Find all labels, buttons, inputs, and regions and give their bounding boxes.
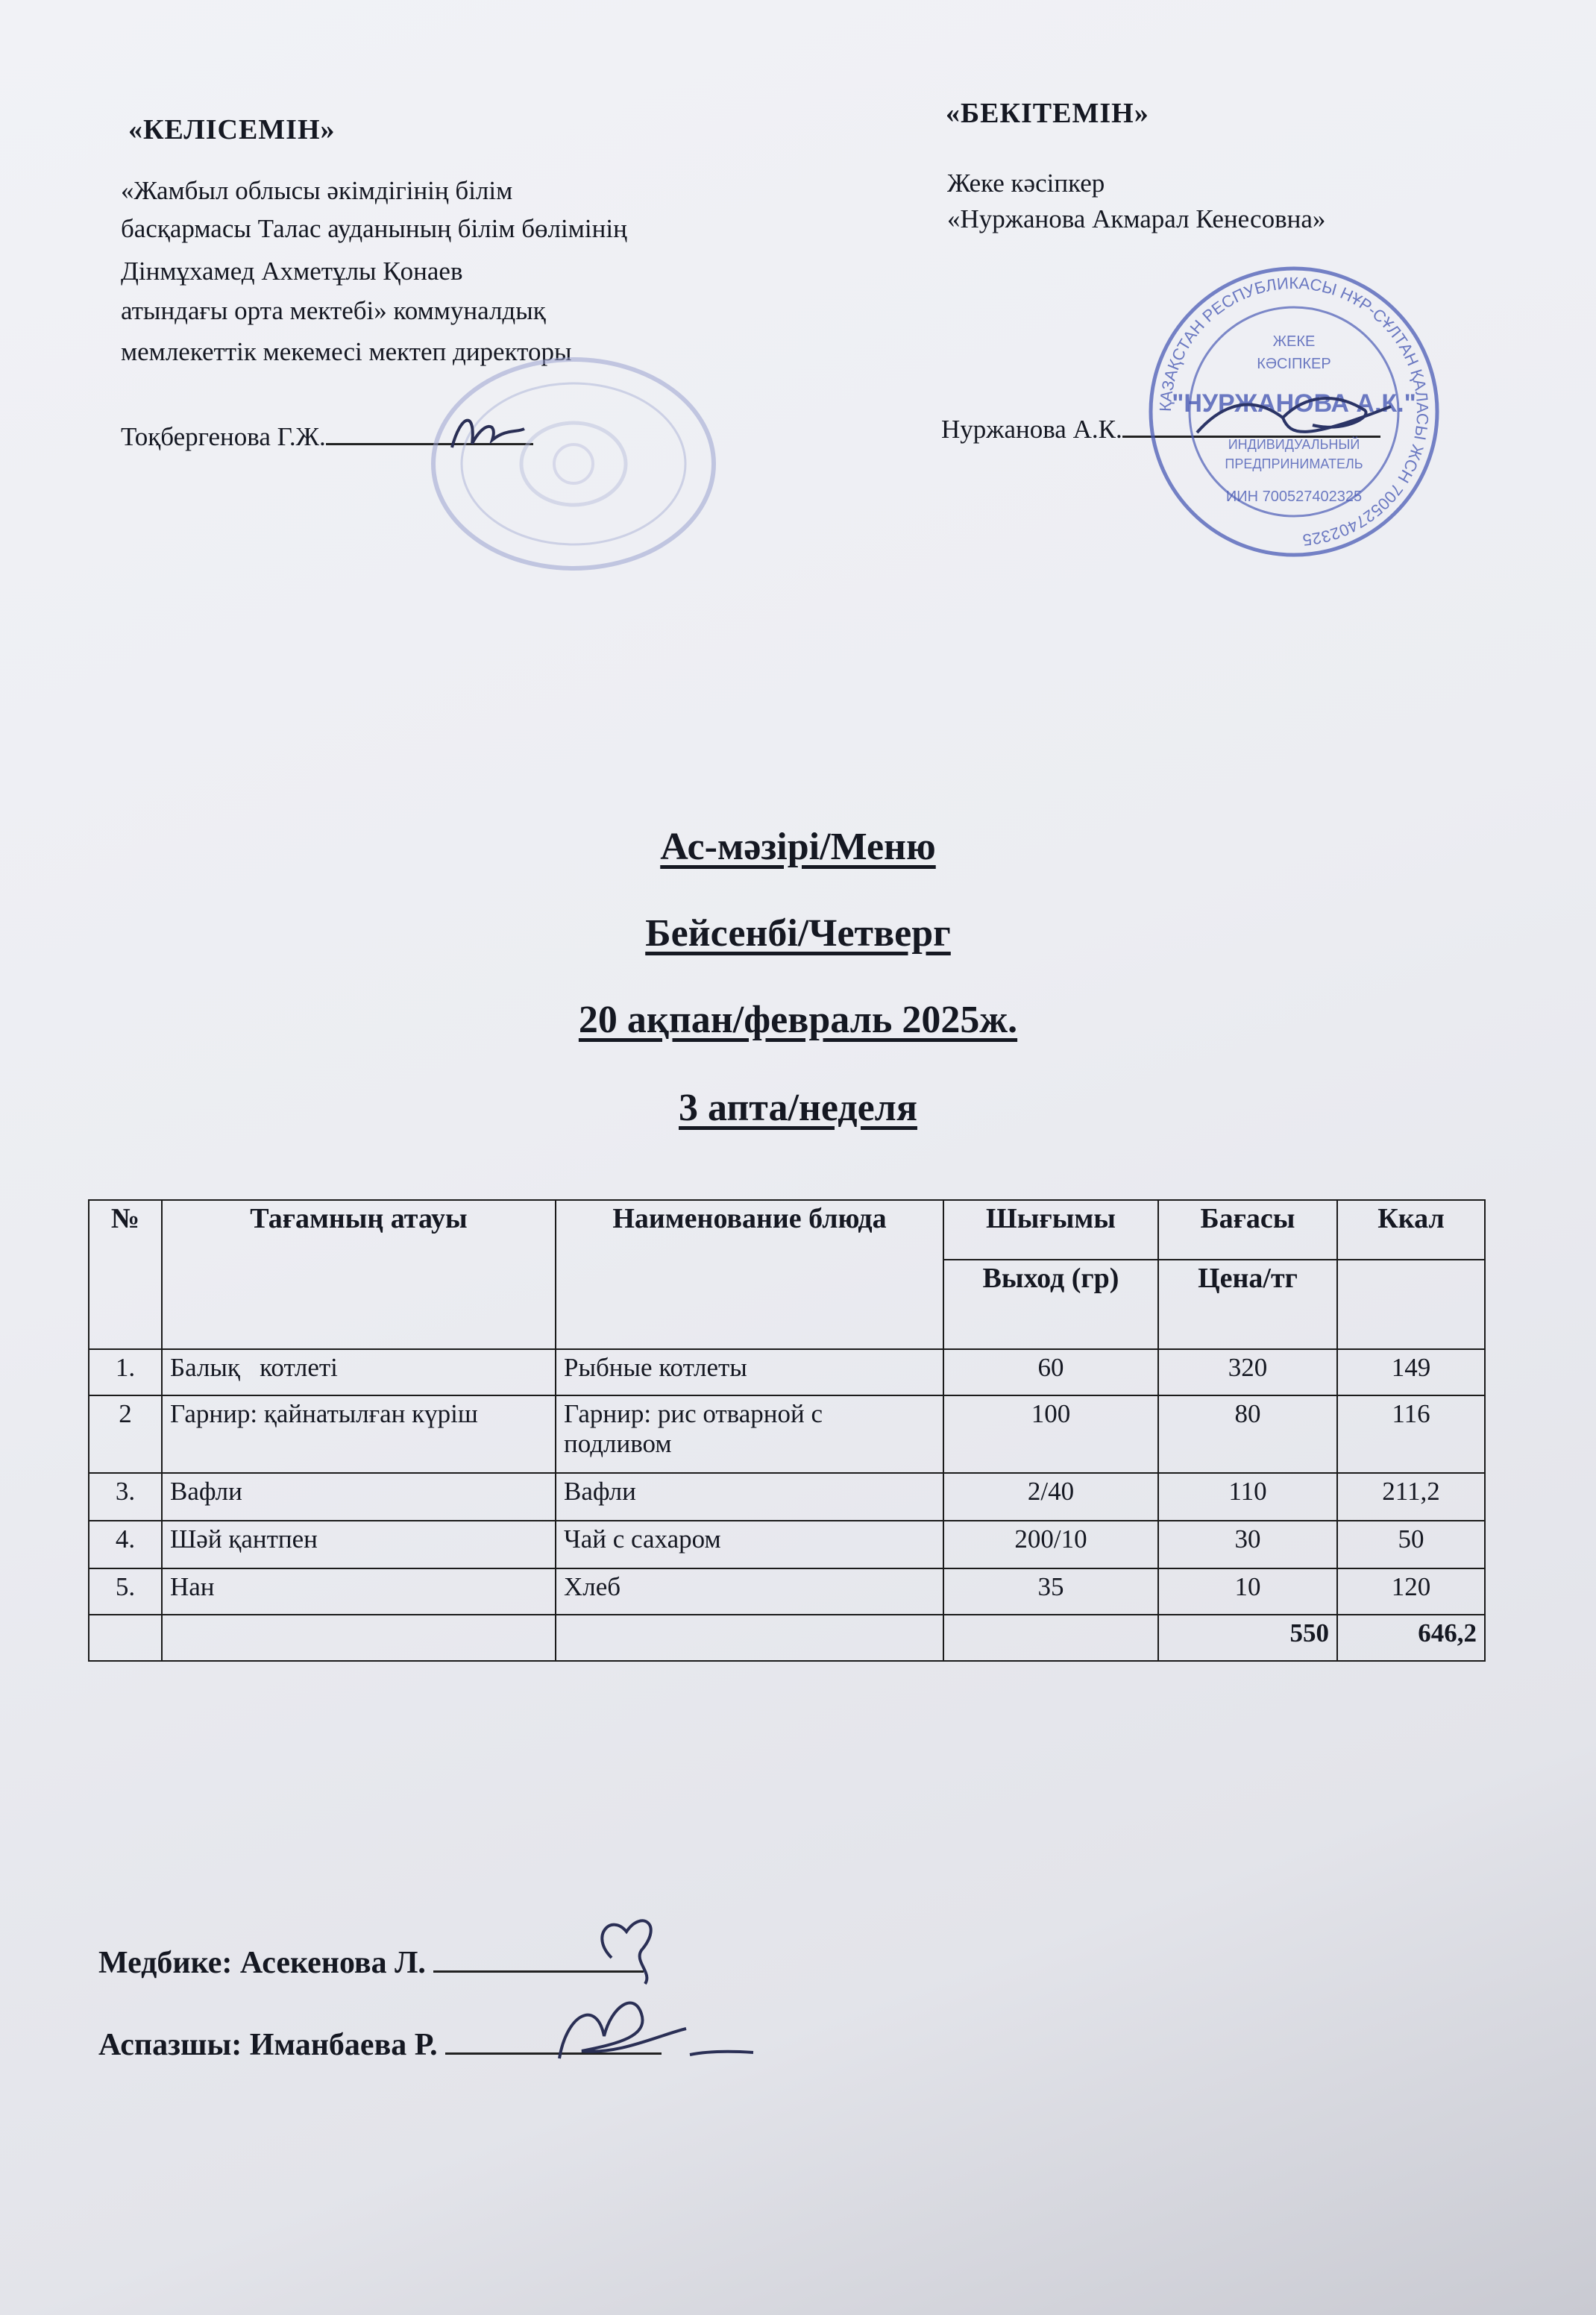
date-title: 20 ақпан/февраль 2025ж. bbox=[578, 999, 1018, 1041]
header-name-ru: Наименование блюда bbox=[556, 1200, 943, 1349]
menu-title: Ас-мәзірі/Меню bbox=[660, 826, 936, 868]
row-name-kz: Нан bbox=[162, 1568, 556, 1615]
row-num: 1. bbox=[89, 1349, 162, 1395]
row-price: 110 bbox=[1158, 1473, 1337, 1521]
stamp-line-1: ЖЕКЕ bbox=[1272, 333, 1316, 350]
entrepreneur-signature bbox=[1193, 388, 1395, 447]
row-yield: 60 bbox=[943, 1349, 1158, 1395]
agree-title: «КЕЛІСЕМІН» bbox=[128, 114, 336, 145]
row-price: 320 bbox=[1158, 1349, 1337, 1395]
row-name-ru: Чай с сахаром bbox=[556, 1521, 943, 1568]
row-yield: 200/10 bbox=[943, 1521, 1158, 1568]
agree-org-line-3: Дінмұхамед Ахметұлы Қонаев bbox=[121, 257, 463, 286]
stamp-line-4: ИНДИВИДУАЛЬНЫЙ bbox=[1228, 437, 1360, 452]
total-empty-2 bbox=[162, 1615, 556, 1661]
row-price: 30 bbox=[1158, 1521, 1337, 1568]
row-kcal: 120 bbox=[1337, 1568, 1485, 1615]
header-name-kz: Тағамның атауы bbox=[162, 1200, 556, 1349]
table-row bbox=[89, 1473, 1485, 1521]
header-num: № bbox=[89, 1200, 162, 1349]
approve-line-2: «Нуржанова Акмарал Кенесовна» bbox=[947, 204, 1326, 233]
school-seal-icon bbox=[427, 351, 720, 574]
agree-org-line-4: атындағы орта мектебі» коммуналдық bbox=[121, 296, 546, 325]
total-empty-4 bbox=[943, 1615, 1158, 1661]
table-row bbox=[89, 1395, 1485, 1473]
table-row bbox=[89, 1521, 1485, 1568]
row-num: 4. bbox=[89, 1521, 162, 1568]
header-yield-kz: Шығымы bbox=[943, 1200, 1158, 1260]
row-price: 10 bbox=[1158, 1568, 1337, 1615]
row-kcal: 116 bbox=[1337, 1395, 1485, 1473]
agree-org-line-5: мемлекеттік мекемесі мектеп директоры bbox=[121, 337, 572, 366]
day-title: Бейсенбі/Четверг bbox=[645, 912, 951, 955]
row-name-ru: Рыбные котлеты bbox=[556, 1349, 943, 1395]
nurse-line bbox=[98, 1945, 644, 1981]
row-name-ru: Вафли bbox=[556, 1473, 943, 1521]
total-empty-3 bbox=[556, 1615, 943, 1661]
header-price-ru: Цена/тг bbox=[1158, 1260, 1337, 1349]
stamp-line-5: ПРЕДПРИНИМАТЕЛЬ bbox=[1225, 456, 1363, 471]
row-name-ru: Хлеб bbox=[556, 1568, 943, 1615]
director-signature bbox=[446, 406, 528, 459]
row-name-kz: Балық котлеті bbox=[162, 1349, 556, 1395]
row-num: 2 bbox=[89, 1395, 162, 1473]
header-yield-ru: Выход (гр) bbox=[943, 1260, 1158, 1349]
total-price: 550 bbox=[1158, 1615, 1337, 1661]
nurse-label: Медбике: Асекенова Л. bbox=[98, 1946, 426, 1980]
row-kcal: 211,2 bbox=[1337, 1473, 1485, 1521]
row-price: 80 bbox=[1158, 1395, 1337, 1473]
row-kcal: 50 bbox=[1337, 1521, 1485, 1568]
header-kcal: Ккал bbox=[1337, 1200, 1485, 1260]
week-title: 3 апта/неделя bbox=[679, 1087, 917, 1129]
row-name-kz: Гарнир: қайнатылған күріш bbox=[162, 1395, 556, 1473]
agree-org-line-1: «Жамбыл облысы әкімдігінің білім bbox=[121, 176, 513, 205]
row-kcal: 149 bbox=[1337, 1349, 1485, 1395]
stamp-ring-text: ҚАЗАҚСТАН РЕСПУБЛИКАСЫ НҰР-СҰЛТАН ҚАЛАСЫ ЖСН 700527402325 bbox=[1155, 273, 1433, 550]
cook-signature bbox=[537, 1984, 761, 2081]
row-name-kz: Шәй қантпен bbox=[162, 1521, 556, 1568]
agree-signatory: Тоқбергенова Г.Ж. bbox=[121, 422, 326, 451]
nurse-signature bbox=[582, 1906, 679, 1988]
approve-signatory: Нуржанова А.К. bbox=[941, 415, 1122, 444]
stamp-line-6: ИИН 700527402325 bbox=[1225, 489, 1363, 505]
menu-table bbox=[88, 1199, 1486, 1662]
stamp-name: "НУРЖАНОВА А.К." bbox=[1172, 389, 1416, 418]
approve-title: «БЕКІТЕМІН» bbox=[946, 98, 1149, 129]
table-header-row-1 bbox=[89, 1200, 1485, 1260]
row-yield: 100 bbox=[943, 1395, 1158, 1473]
row-name-kz: Вафли bbox=[162, 1473, 556, 1521]
cook-label: Аспазшы: Иманбаева Р. bbox=[98, 2028, 438, 2062]
table-row bbox=[89, 1349, 1485, 1395]
header-price-kz: Бағасы bbox=[1158, 1200, 1337, 1260]
approve-line-1: Жеке кәсіпкер bbox=[947, 169, 1105, 198]
stamp-line-2: КӘСІПКЕР bbox=[1257, 356, 1331, 372]
table-row bbox=[89, 1568, 1485, 1615]
row-yield: 2/40 bbox=[943, 1473, 1158, 1521]
row-name-ru: Гарнир: рис отварной с подливом bbox=[556, 1395, 943, 1473]
row-num: 5. bbox=[89, 1568, 162, 1615]
agree-org-line-2: басқармасы Талас ауданының білім бөлімінің bbox=[121, 214, 627, 243]
total-kcal: 646,2 bbox=[1337, 1615, 1485, 1661]
header-kcal-empty bbox=[1337, 1260, 1485, 1349]
total-empty-1 bbox=[89, 1615, 162, 1661]
table-total-row bbox=[89, 1615, 1485, 1661]
row-yield: 35 bbox=[943, 1568, 1158, 1615]
row-num: 3. bbox=[89, 1473, 162, 1521]
